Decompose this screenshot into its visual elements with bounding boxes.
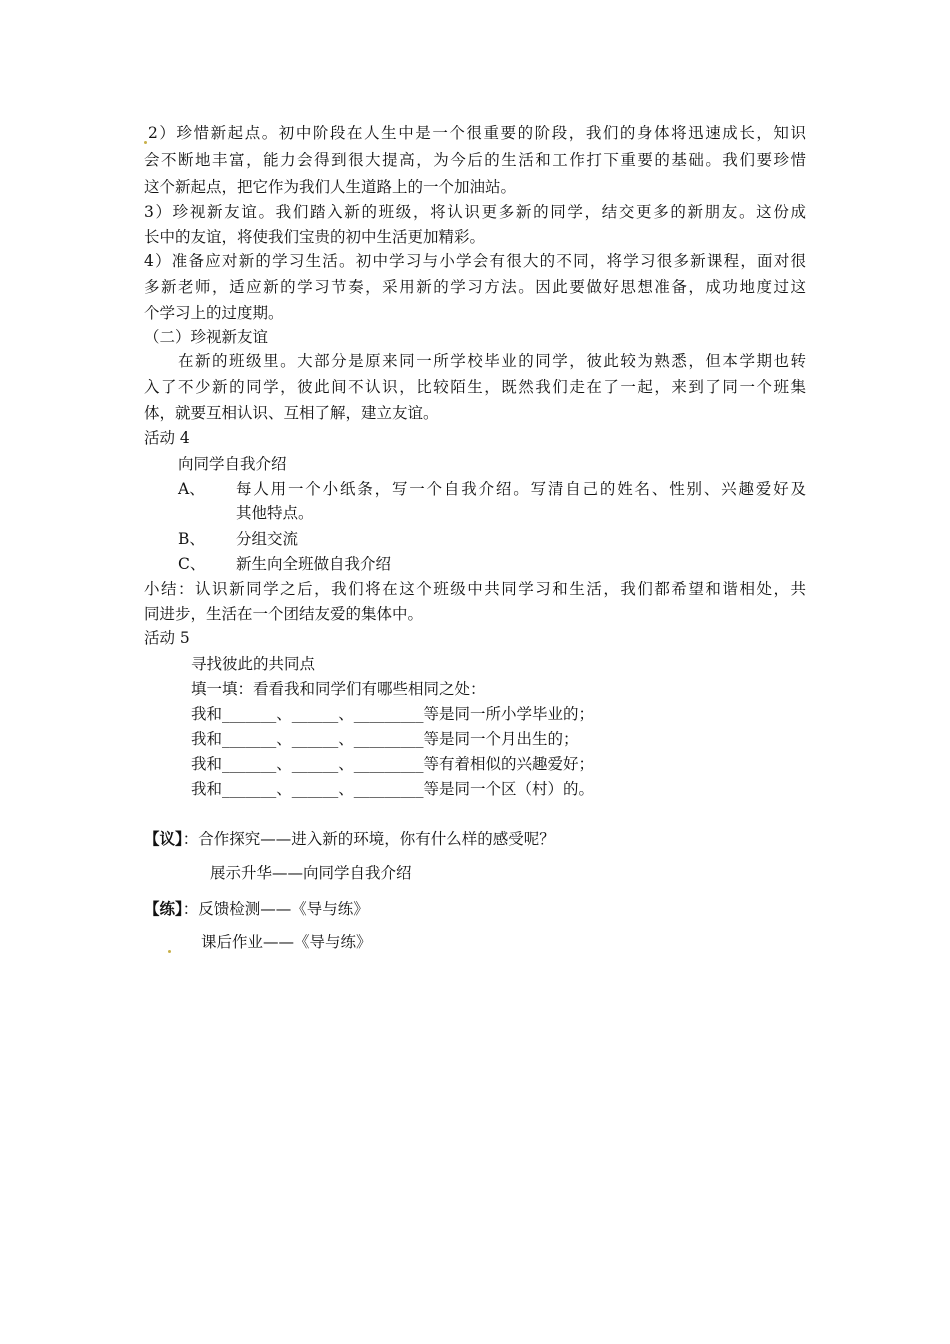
activity4-title: 活动 4 — [144, 429, 190, 447]
fill-row: 我和_______、______、_________等有着相似的兴趣爱好； — [191, 755, 595, 773]
fill-blank[interactable]: ______ — [291, 755, 339, 773]
activity4-summary-line2: 同进步，生活在一个团结友爱的集体中。 — [144, 605, 424, 623]
practice-line2: 课后作业——《导与练》 — [168, 931, 372, 953]
fill-blank[interactable]: ______ — [291, 705, 339, 723]
activity5-subtitle: 寻找彼此的共同点 — [191, 655, 316, 673]
fill-blank[interactable]: _________ — [353, 705, 424, 723]
activity4-item-text: 每人用一个小纸条，写一个自我介绍。写清自己的姓名、性别、兴趣爱好及 — [236, 480, 806, 498]
section2-para-line2: 入了不少新的同学，彼此间不认识，比较陌生，既然我们走在了一起，来到了同一个班集 — [144, 378, 806, 396]
fill-blank[interactable]: _______ — [222, 730, 277, 748]
activity4-item-text-cont: 其他特点。 — [236, 504, 314, 522]
discuss-line1: 【议】：合作探究——进入新的环境，你有什么样的感受呢？ — [144, 829, 555, 848]
point4-line3: 个学习上的过度期。 — [144, 304, 284, 322]
fill-blank[interactable]: _______ — [222, 780, 277, 798]
point4-line2: 多新老师，适应新的学习节奏，采用新的学习方法。因此要做好思想准备，成功地度过这 — [144, 278, 806, 296]
fill-row: 我和_______、______、_________等是同一所小学毕业的； — [191, 705, 595, 723]
activity5-title: 活动 5 — [144, 629, 190, 647]
mark-dot — [144, 141, 147, 144]
point2-line2: 会不断地丰富，能力会得到很大提高，为今后的生活和工作打下重要的基础。我们要珍惜 — [144, 151, 806, 169]
discuss-line2: 展示升华——向同学自我介绍 — [210, 864, 412, 882]
activity4-item-marker: A、 — [178, 480, 205, 498]
fill-blank[interactable]: _______ — [222, 755, 277, 773]
point3-line1: 3）珍视新友谊。我们踏入新的班级，将认识更多新的同学，结交更多的新朋友。这份成 — [144, 203, 806, 221]
fill-row: 我和_______、______、_________等是同一个月出生的； — [191, 730, 579, 748]
section2-para-line3: 体，就要互相认识、互相了解，建立友谊。 — [144, 404, 439, 422]
fill-blank[interactable]: _________ — [353, 755, 424, 773]
section2-para-line1: 在新的班级里。大部分是原来同一所学校毕业的同学，彼此较为熟悉，但本学期也转 — [178, 352, 806, 370]
activity4-subtitle: 向同学自我介绍 — [178, 455, 287, 473]
discuss-tag: 【议】 — [144, 829, 183, 848]
practice-line1: 【练】：反馈检测——《导与练》 — [144, 899, 369, 918]
fill-blank[interactable]: _________ — [353, 780, 424, 798]
point4-line1: 4）准备应对新的学习生活。初中学习与小学会有很大的不同，将学习很多新课程，面对很 — [144, 252, 806, 270]
activity4-item-text: 新生向全班做自我介绍 — [236, 555, 392, 573]
mark-dot — [168, 950, 171, 953]
fill-blank[interactable]: _________ — [353, 730, 424, 748]
activity4-item-marker: B、 — [178, 530, 205, 548]
activity4-item-marker: C、 — [178, 555, 206, 573]
point2-line1: 2）珍惜新起点。初中阶段在人生中是一个很重要的阶段，我们的身体将迅速成长，知识 — [144, 122, 806, 144]
activity4-summary-line1: 小结：认识新同学之后，我们将在这个班级中共同学习和生活，我们都希望和谐相处，共 — [144, 580, 806, 598]
fill-blank[interactable]: ______ — [291, 730, 339, 748]
practice-tag: 【练】 — [144, 899, 183, 918]
activity5-prompt: 填一填：看看我和同学们有哪些相同之处： — [191, 680, 486, 698]
point2-line3: 这个新起点，把它作为我们人生道路上的一个加油站。 — [144, 178, 517, 196]
point3-line2: 长中的友谊，将使我们宝贵的初中生活更加精彩。 — [144, 228, 486, 246]
fill-row: 我和_______、______、_________等是同一个区（村）的。 — [191, 780, 595, 798]
section2-heading: （二）珍视新友谊 — [144, 328, 269, 346]
activity4-item-text: 分组交流 — [236, 530, 299, 548]
fill-blank[interactable]: ______ — [291, 780, 339, 798]
fill-blank[interactable]: _______ — [222, 705, 277, 723]
